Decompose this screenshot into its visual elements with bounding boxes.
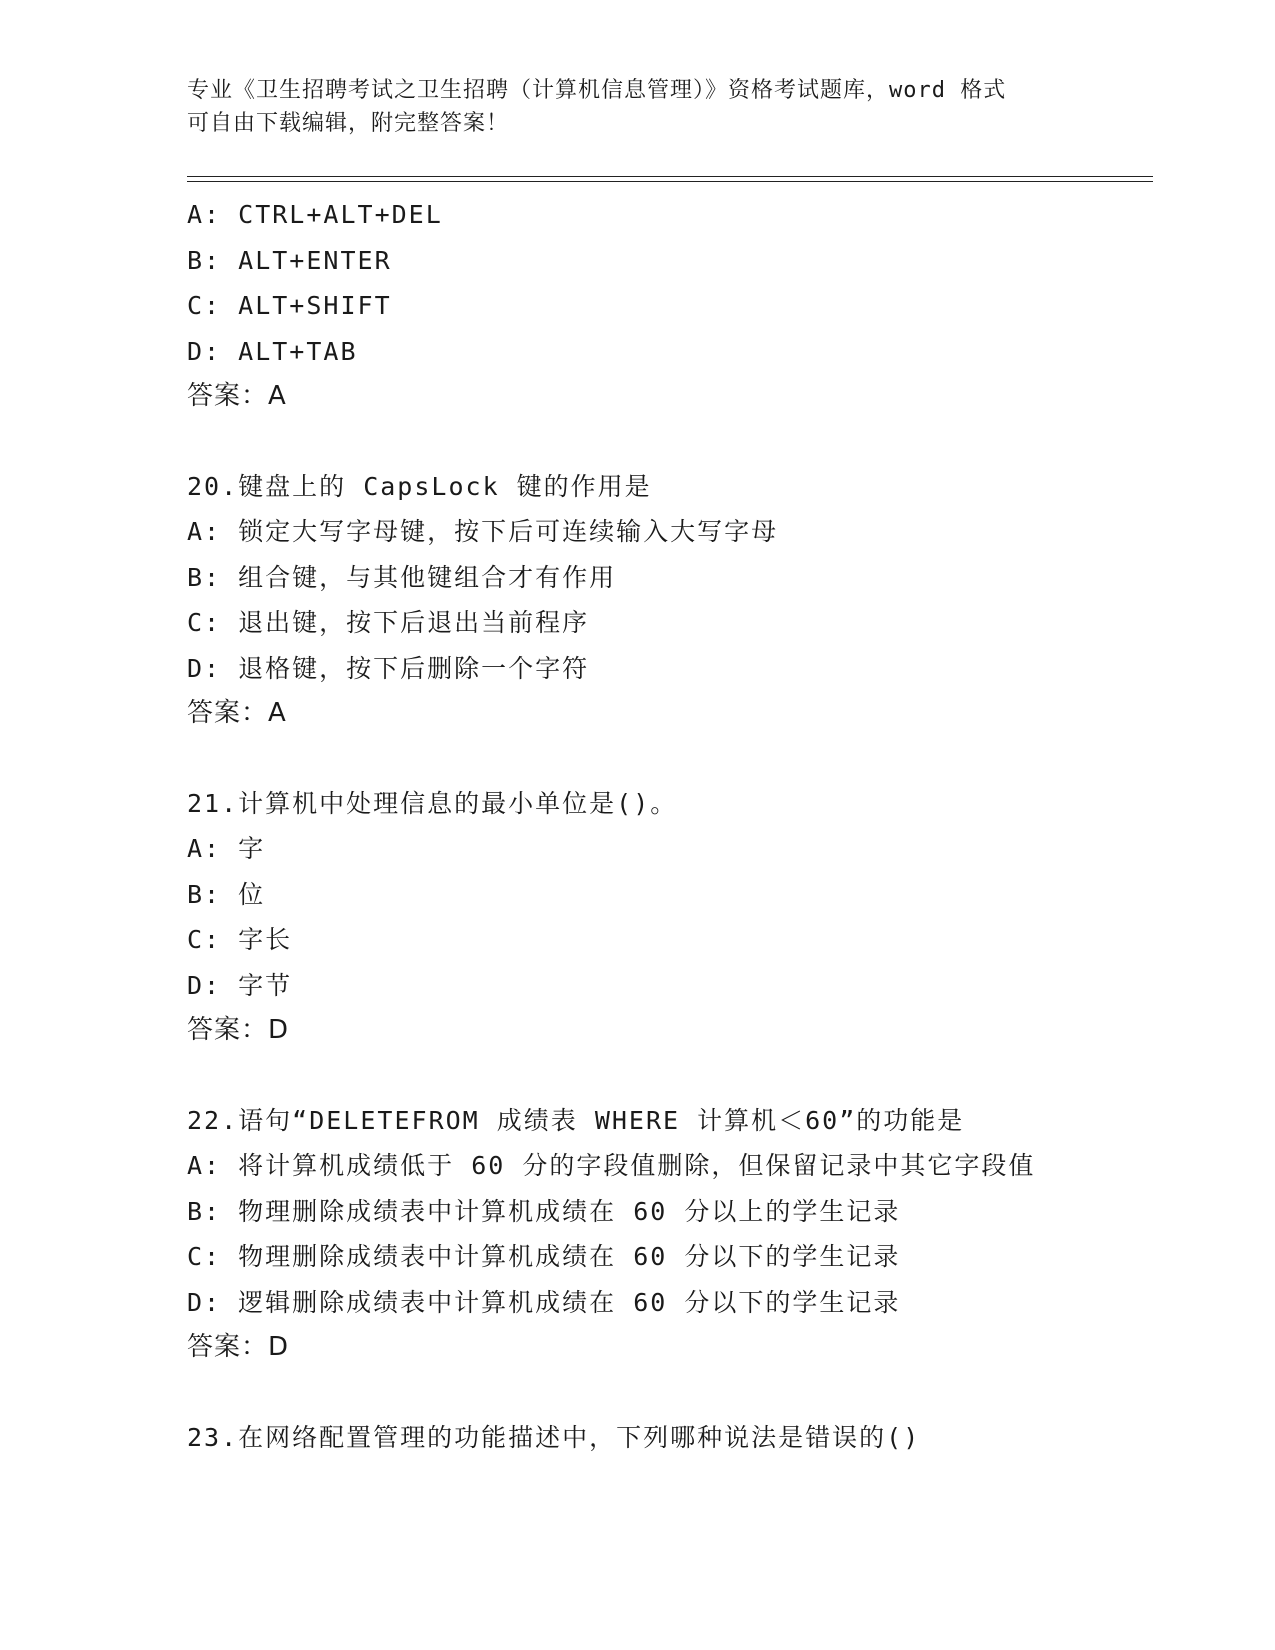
question-text: 23.在网络配置管理的功能描述中，下列哪种说法是错误的() xyxy=(187,1422,921,1452)
question-20 xyxy=(187,464,1187,737)
header-line-1: 专业《卫生招聘考试之卫生招聘（计算机信息管理）》资格考试题库，word 格式 xyxy=(187,78,1007,103)
spacer xyxy=(187,1371,1187,1415)
option-d: D: 退格键，按下后删除一个字符 xyxy=(187,653,590,683)
question-list xyxy=(187,192,1187,1460)
header-divider-top xyxy=(187,176,1153,177)
option-c: C: ALT+SHIFT xyxy=(187,291,392,320)
option-b: B: 物理删除成绩表中计算机成绩在 60 分以上的学生记录 xyxy=(187,1196,901,1226)
option-d: D: 逻辑删除成绩表中计算机成绩在 60 分以下的学生记录 xyxy=(187,1287,901,1317)
question-23 xyxy=(187,1415,1187,1461)
document-header xyxy=(187,74,1087,140)
spacer xyxy=(187,1054,1187,1098)
answer: 答案：A xyxy=(187,381,287,411)
option-b: B: 位 xyxy=(187,879,266,909)
option-d: D: ALT+TAB xyxy=(187,336,358,366)
option-a: A: 锁定大写字母键，按下后可连续输入大写字母 xyxy=(187,517,779,546)
answer: 答案：D xyxy=(187,1015,290,1045)
spacer xyxy=(187,737,1187,781)
header-line-2: 可自由下载编辑，附完整答案！ xyxy=(187,111,510,136)
option-a: A: 将计算机成绩低于 60 分的字段值删除，但保留记录中其它字段值 xyxy=(187,1151,1036,1180)
question-19 xyxy=(187,192,1187,420)
question-21 xyxy=(187,781,1187,1054)
option-c: C: 物理删除成绩表中计算机成绩在 60 分以下的学生记录 xyxy=(187,1242,901,1271)
spacer xyxy=(187,420,1187,464)
answer: 答案：D xyxy=(187,1332,290,1362)
question-22 xyxy=(187,1098,1187,1371)
question-text: 20.键盘上的 CapsLock 键的作用是 xyxy=(187,471,652,501)
option-c: C: 字长 xyxy=(187,925,293,954)
question-text: 22.语句“DELETEFROM 成绩表 WHERE 计算机＜60”的功能是 xyxy=(187,1105,965,1135)
option-b: B: 组合键，与其他键组合才有作用 xyxy=(187,562,617,592)
option-b: B: ALT+ENTER xyxy=(187,245,392,275)
header-divider-bottom xyxy=(187,181,1153,182)
option-d: D: 字节 xyxy=(187,970,293,1000)
option-a: A: 字 xyxy=(187,834,266,863)
question-text: 21.计算机中处理信息的最小单位是()。 xyxy=(187,788,678,818)
option-c: C: 退出键，按下后退出当前程序 xyxy=(187,608,590,637)
option-a: A: CTRL+ALT+DEL xyxy=(187,200,443,229)
answer: 答案：A xyxy=(187,698,287,728)
